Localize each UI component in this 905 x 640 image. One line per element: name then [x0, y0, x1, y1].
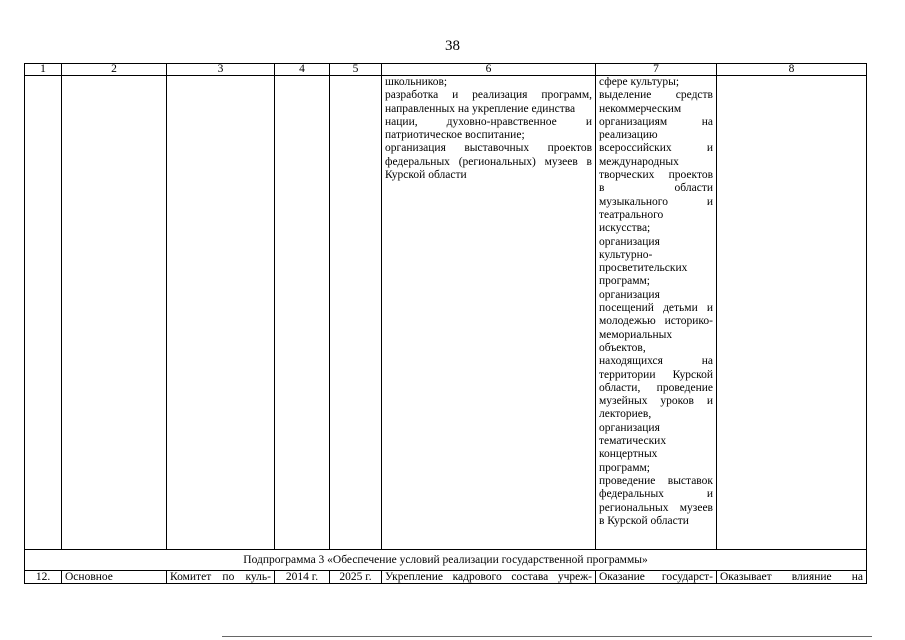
- measure-line: театрального: [599, 208, 664, 221]
- cell-3: [167, 76, 275, 550]
- measure-line: организациям на: [599, 115, 713, 128]
- activities-cell: [382, 76, 596, 550]
- main-directions: Оказание государст-: [596, 571, 717, 584]
- measure-line: проведение выставок: [599, 474, 713, 487]
- activity-line: школьников;: [385, 76, 448, 88]
- cell-1: [25, 76, 62, 550]
- column-number-row: [25, 64, 867, 76]
- measure-line: некоммерческим: [599, 102, 682, 115]
- col-header-1: 1: [25, 64, 62, 76]
- col-header-6: 6: [382, 64, 596, 76]
- col-header-5: 5: [330, 64, 382, 76]
- page-number: 38: [445, 38, 460, 54]
- table-row: [25, 571, 867, 584]
- expected-result: Укрепление кадрового состава учреж-: [382, 571, 596, 584]
- col-header-8: 8: [717, 64, 867, 76]
- measure-line: в области: [599, 182, 713, 195]
- measure-line: программ;: [599, 461, 650, 474]
- continued-row: [25, 76, 867, 550]
- measure-line: региональных музеев: [599, 501, 713, 514]
- measure-line: тематических: [599, 435, 667, 448]
- activity-line: федеральных (региональных) музеев в: [385, 155, 592, 168]
- measure-line: реализацию: [599, 129, 658, 142]
- measure-line: в Курской области: [599, 514, 689, 527]
- measure-line: лекториев,: [599, 408, 652, 421]
- measure-line: организация: [599, 235, 660, 248]
- measure-line: выделение средств: [599, 89, 713, 102]
- activity-name: Основное: [62, 571, 167, 584]
- activity-line: Курской области: [385, 169, 467, 182]
- measure-line: области, проведение: [599, 381, 713, 394]
- indicator-link: Оказывает влияние на: [717, 571, 867, 584]
- cell-4: [275, 76, 330, 550]
- measure-line: молодежью историко-: [599, 315, 713, 328]
- measure-line: музыкального и: [599, 195, 713, 208]
- measure-line: находящихся на: [599, 355, 713, 368]
- measure-line: просветительских: [599, 262, 688, 275]
- measure-line: музейных уроков и: [599, 395, 713, 408]
- measure-line: федеральных и: [599, 488, 713, 501]
- start-year: 2014 г.: [275, 571, 330, 584]
- bottom-rule: [222, 636, 872, 637]
- cell-5: [330, 76, 382, 550]
- measure-line: искусства;: [599, 222, 651, 235]
- measure-line: сфере культуры;: [599, 76, 680, 88]
- activity-line: патриотическое воспитание;: [385, 129, 525, 142]
- executor: Комитет по куль-: [167, 571, 275, 584]
- measure-line: концертных: [599, 448, 658, 461]
- col-header-2: 2: [62, 64, 167, 76]
- cell-8: [717, 76, 867, 550]
- measure-line: программ;: [599, 275, 650, 288]
- col-header-7: 7: [596, 64, 717, 76]
- measure-line: всероссийских и: [599, 142, 713, 155]
- col-header-3: 3: [167, 64, 275, 76]
- subprogram-row: [25, 550, 867, 571]
- col-header-4: 4: [275, 64, 330, 76]
- measure-line: мемориальных: [599, 328, 673, 341]
- row-number: 12.: [25, 571, 62, 584]
- activity-line: организация выставочных проектов: [385, 142, 592, 155]
- end-year: 2025 г.: [330, 571, 382, 584]
- measure-line: творческих проектов: [599, 169, 713, 182]
- cell-2: [62, 76, 167, 550]
- measure-line: организация: [599, 421, 660, 434]
- measure-line: международных: [599, 155, 679, 168]
- measure-line: территории Курской: [599, 368, 713, 381]
- measure-line: объектов,: [599, 341, 646, 354]
- activity-line: нации, духовно-нравственное и: [385, 115, 592, 128]
- program-table: [24, 63, 867, 584]
- measures-cell: [596, 76, 717, 550]
- measure-line: организация: [599, 288, 660, 301]
- measure-line: культурно-: [599, 248, 653, 261]
- subprogram-title: Подпрограмма 3 «Обеспечение условий реализации государственной программы»: [25, 550, 867, 571]
- activity-line: направленных на укрепление единства: [385, 102, 576, 115]
- measure-line: посещений детьми и: [599, 302, 713, 315]
- activity-line: разработка и реализация программ,: [385, 89, 592, 102]
